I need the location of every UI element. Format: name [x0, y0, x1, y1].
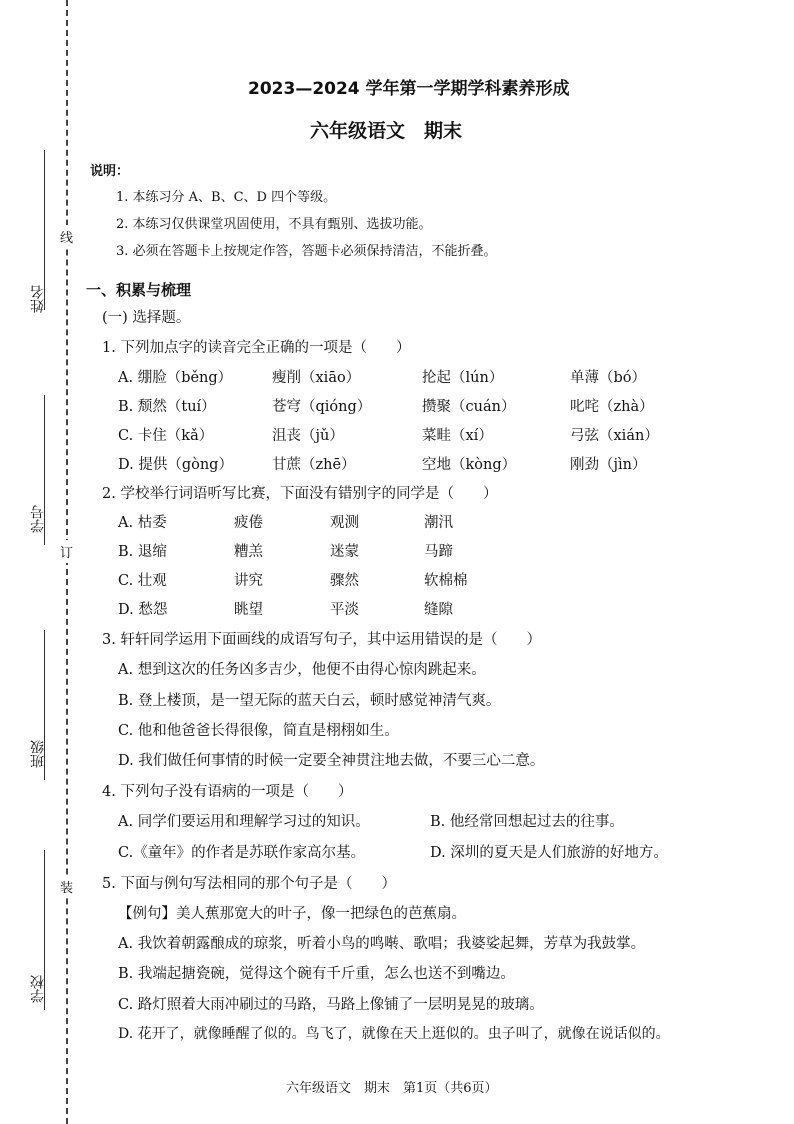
class-field-label: 班级 — [30, 740, 46, 768]
page-footer: 六年级语文 期末 第1页（共6页） — [286, 1081, 498, 1096]
note-item: 3. 必须在答题卡上按规定作答，答题卡必须保持清洁，不能折叠。 — [116, 244, 497, 259]
exam-title: 2023—2024 学年第一学期学科素养形成 — [248, 79, 570, 99]
note-item: 2. 本练习仅供课堂巩固使用，不具有甄别、选拔功能。 — [116, 217, 432, 232]
q1-stem: 1. 下列加点字的读音完全正确的一项是（ ） — [102, 340, 411, 356]
school-field-label: 学校 — [30, 975, 46, 1003]
q4-option-a: A. 同学们要运用和理解学习过的知识。 — [118, 814, 370, 830]
q1-cell: 攒聚（cuán） — [422, 399, 516, 415]
q2-cell: D. 愁怨 — [118, 602, 168, 618]
q1-cell: 菜畦（xí） — [422, 428, 493, 444]
q5-option-b: B. 我端起搪瓷碗，觉得这个碗有千斤重，怎么也送不到嘴边。 — [118, 966, 515, 982]
q2-cell: 迷蒙 — [330, 544, 359, 560]
note-item: 1. 本练习分 A、B、C、D 四个等级。 — [116, 190, 337, 205]
q2-cell: B. 退缩 — [118, 544, 167, 560]
q3-option-c: C. 他和他爸爸长得很像，简直是栩栩如生。 — [118, 723, 399, 739]
q1-cell: 空地（kòng） — [422, 457, 517, 473]
q2-cell: 讲究 — [234, 573, 263, 589]
q2-cell: 马蹄 — [424, 544, 453, 560]
q4-option-b: B. 他经常回想起过去的往事。 — [430, 814, 624, 830]
student-id-field-label: 学号 — [30, 505, 46, 533]
q3-option-d: D. 我们做任何事情的时候一定要全神贯注地去做，不要三心二意。 — [118, 753, 545, 769]
binding-char-zhuang: 装 — [60, 875, 73, 898]
q5-option-c: C. 路灯照着大雨冲刷过的马路，马路上像铺了一层明晃晃的玻璃。 — [118, 997, 544, 1013]
q2-cell: 缝隙 — [424, 602, 453, 618]
binding-char-ding: 订 — [60, 540, 73, 563]
q1-cell: 叱咤（zhà） — [570, 399, 654, 415]
q1-cell: 苍穹（qióng） — [272, 399, 372, 415]
q2-cell: 眺望 — [234, 602, 263, 618]
notes-label: 说明： — [90, 164, 130, 179]
q1-cell: 抡起（lún） — [422, 370, 504, 386]
section-title: 一、积累与梳理 — [86, 281, 192, 299]
q2-cell: 糟羔 — [234, 544, 263, 560]
q1-cell: 瘦削（xiāo） — [272, 370, 361, 386]
q1-cell: 弓弦（xián） — [570, 428, 659, 444]
q1-cell: D. 提供（gòng） — [118, 457, 233, 473]
q4-stem: 4. 下列句子没有语病的一项是（ ） — [102, 784, 353, 800]
q1-cell: 刚劲（jìn） — [570, 457, 647, 473]
q5-stem: 5. 下面与例句写法相同的那个句子是（ ） — [102, 876, 396, 892]
binding-char-xian: 线 — [60, 225, 73, 248]
q1-cell: 甘蔗（zhē） — [272, 457, 356, 473]
exam-subtitle: 六年级语文 期末 — [310, 120, 463, 142]
q2-cell: C. 壮观 — [118, 573, 167, 589]
q4-option-c: C.《童年》的作者是苏联作家高尔基。 — [118, 845, 366, 861]
q1-cell: A. 绷脸（běng） — [118, 370, 233, 386]
name-field-label: 姓名 — [30, 285, 46, 313]
q5-option-d: D. 花开了，就像睡醒了似的。鸟飞了，就像在天上逛似的。虫子叫了，就像在说话似的。 — [118, 1026, 670, 1042]
subsection-title: (一) 选择题。 — [102, 310, 191, 326]
q2-cell: 疲倦 — [234, 515, 263, 531]
q3-stem: 3. 轩轩同学运用下面画线的成语写句子，其中运用错误的是（ ） — [102, 632, 541, 648]
q5-example: 【例句】美人蕉那宽大的叶子，像一把绿色的芭蕉扇。 — [118, 906, 466, 922]
q2-cell: 骤然 — [330, 573, 359, 589]
q1-cell: 沮丧（jǔ） — [272, 428, 344, 444]
q2-cell: A. 枯委 — [118, 515, 167, 531]
q3-option-a: A. 想到这次的任务凶多吉少，他便不由得心惊肉跳起来。 — [118, 662, 486, 678]
q1-cell: B. 颓然（tuí） — [118, 399, 216, 415]
q2-stem: 2. 学校举行词语听写比赛，下面没有错别字的同学是（ ） — [102, 486, 498, 502]
q2-cell: 平淡 — [330, 602, 359, 618]
q1-cell: 单薄（bó） — [570, 370, 647, 386]
q1-cell: C. 卡住（kǎ） — [118, 428, 214, 444]
q2-cell: 潮汛 — [424, 515, 453, 531]
q5-option-a: A. 我饮着朝露酿成的琼浆，听着小鸟的鸣啭、歌唱；我婆娑起舞，芳草为我鼓掌。 — [118, 936, 646, 952]
q2-cell: 软棉棉 — [424, 573, 468, 589]
q2-cell: 观测 — [330, 515, 359, 531]
q4-option-d: D. 深圳的夏天是人们旅游的好地方。 — [430, 845, 668, 861]
q3-option-b: B. 登上楼顶，是一望无际的蓝天白云，顿时感觉神清气爽。 — [118, 693, 501, 709]
